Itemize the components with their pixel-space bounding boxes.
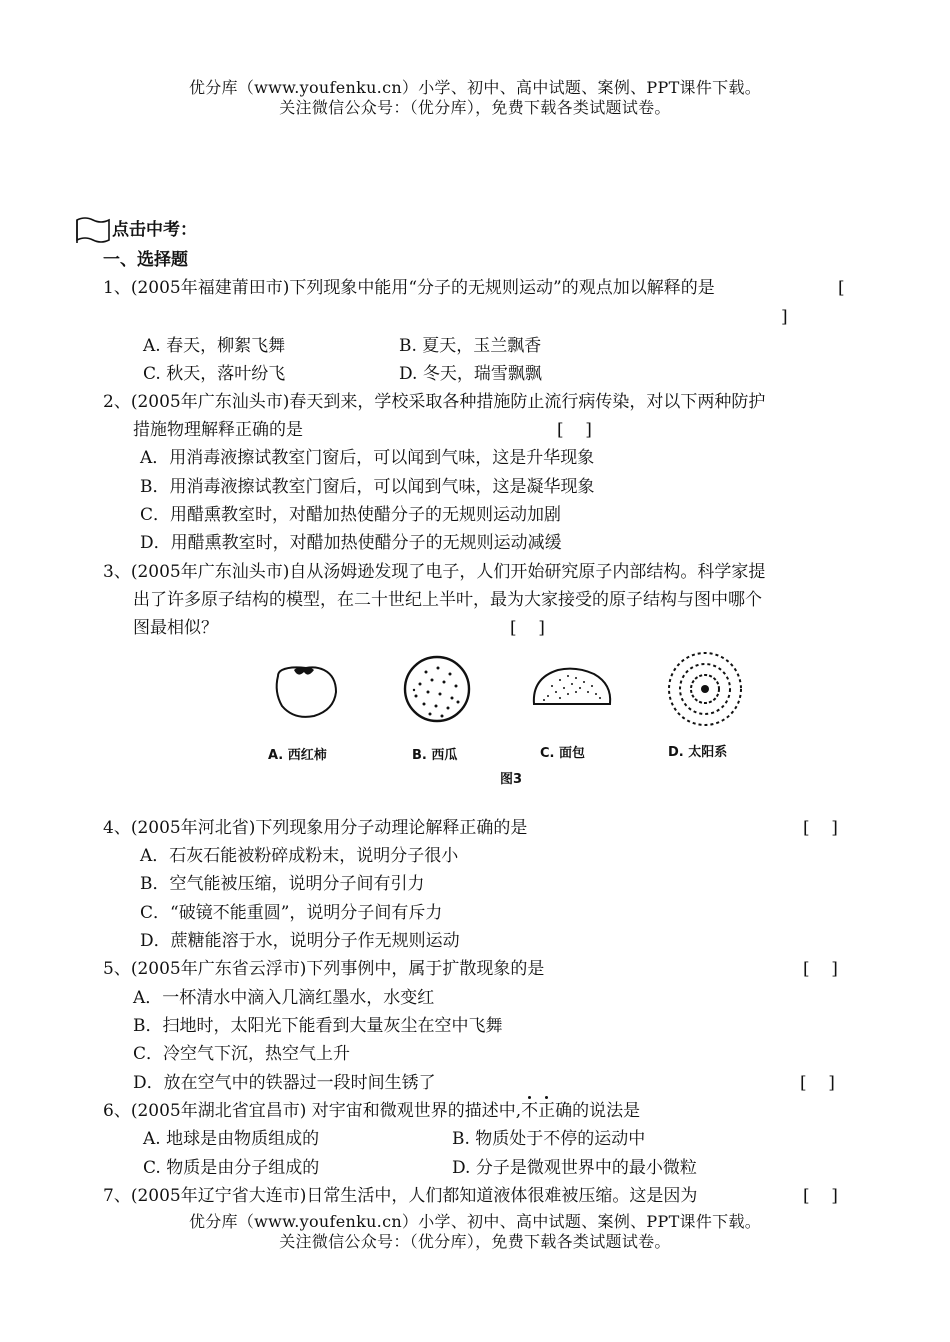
footer-line-1: 优分库（www.youfenku.cn）小学、初中、高中试题、案例、PPT课件下载。 — [188, 1212, 762, 1231]
q3-bracket: [ ] — [510, 618, 545, 638]
q4-option-b: B．空气能被压缩，说明分子间有引力 — [140, 874, 425, 894]
q6-option-d: D. 分子是微观世界中的最小微粒 — [452, 1158, 697, 1178]
q4-stem: 4、(2005年河北省)下列现象用分子动理论解释正确的是 — [103, 818, 528, 838]
q5-bracket-2: [ ] — [800, 1073, 835, 1093]
q2-bracket: [ ] — [557, 420, 592, 440]
q3-stem-line-3: 图最相似？ — [133, 618, 218, 638]
q2-option-b: B．用消毒液擦试教室门窗后，可以闻到气味，这是凝华现象 — [140, 477, 595, 497]
footer-line-2: 关注微信公众号：（优分库），免费下载各类试题试卷。 — [279, 1232, 671, 1251]
q5-option-a: A．一杯清水中滴入几滴红墨水，水变红 — [133, 988, 435, 1008]
q5-option-b: B．扫地时，太阳光下能看到大量灰尘在空中飞舞 — [133, 1016, 503, 1036]
q2-stem-line-1: 2、(2005年广东汕头市)春天到来，学校采取各种措施防止流行病传染，对以下两种防护 — [103, 392, 766, 412]
q1-option-c: C. 秋天，落叶纷飞 — [143, 364, 286, 384]
q4-option-a: A．石灰石能被粉碎成粉末，说明分子很小 — [140, 846, 459, 866]
q6-emphasis-2: 正 — [538, 1101, 556, 1121]
watermelon-model-figure — [400, 654, 474, 724]
q6-option-a: A. 地球是由物质组成的 — [143, 1129, 320, 1149]
figure-caption: 图3 — [500, 772, 523, 787]
q2-option-a: A．用消毒液擦试教室门窗后，可以闻到气味，这是升华现象 — [140, 448, 595, 468]
q4-bracket: [ ] — [803, 818, 838, 838]
q2-stem-line-2: 措施物理解释正确的是 — [133, 420, 303, 440]
q1-option-b: B. 夏天，玉兰飘香 — [399, 336, 542, 356]
q4-option-c: C．“破镜不能重圆”，说明分子间有斥力 — [140, 903, 443, 923]
section-subtitle: 一、选择题 — [103, 250, 188, 270]
tomato-model-figure — [268, 662, 342, 722]
q2-option-c: C．用醋熏教室时，对醋加热使醋分子的无规则运动加剧 — [140, 505, 562, 525]
q7-bracket: [ ] — [803, 1186, 838, 1206]
q1-option-a: A. 春天，柳絮飞舞 — [143, 336, 286, 356]
figure-label-c: C. 面包 — [540, 746, 586, 761]
q6-option-c: C. 物质是由分子组成的 — [143, 1158, 320, 1178]
bread-model-figure — [530, 664, 614, 712]
q6-stem-after: 确的说法是 — [555, 1101, 641, 1121]
q2-option-d: D．用醋熏教室时，对醋加热使醋分子的无规则运动减缓 — [140, 533, 562, 553]
figure-label-a: A. 西红柿 — [268, 748, 327, 763]
q3-stem-line-1: 3、(2005年广东汕头市)自从汤姆逊发现了电子，人们开始研究原子内部结构。科学家提 — [103, 562, 766, 582]
flag-icon — [76, 216, 110, 244]
q5-bracket: [ ] — [803, 959, 838, 979]
q4-option-d: D．蔗糖能溶于水，说明分子作无规则运动 — [140, 931, 460, 951]
q1-bracket-close: ] — [781, 307, 788, 327]
figure-label-b: B. 西瓜 — [412, 748, 458, 763]
q1-option-d: D. 冬天，瑞雪飘飘 — [399, 364, 542, 384]
header-line-1: 优分库（www.youfenku.cn）小学、初中、高中试题、案例、PPT课件下载。 — [188, 78, 762, 97]
q6-stem — [103, 1099, 640, 1123]
figure-label-d: D. 太阳系 — [668, 745, 728, 760]
solar-system-model-figure — [660, 650, 750, 728]
q6-option-b: B. 物质处于不停的运动中 — [452, 1129, 646, 1149]
q6-emphasis-1: 不 — [521, 1101, 539, 1121]
q7-stem: 7、(2005年辽宁省大连市)日常生活中，人们都知道液体很难被压缩。这是因为 — [103, 1186, 698, 1206]
section-title: 点击中考： — [112, 220, 197, 240]
q5-option-d: D．放在空气中的铁器过一段时间生锈了 — [133, 1073, 436, 1093]
q5-option-c: C．冷空气下沉，热空气上升 — [133, 1044, 351, 1064]
q1-bracket-open: [ — [838, 278, 845, 298]
q3-stem-line-2: 出了许多原子结构的模型，在二十世纪上半叶，最为大家接受的原子结构与图中哪个 — [133, 590, 762, 610]
q6-stem-before: 6、(2005年湖北省宜昌市) 对宇宙和微观世界的描述中, — [103, 1101, 522, 1121]
q5-stem: 5、(2005年广东省云浮市)下列事例中，属于扩散现象的是 — [103, 959, 545, 979]
header-line-2: 关注微信公众号：（优分库），免费下载各类试题试卷。 — [279, 98, 671, 117]
q1-stem: 1、(2005年福建莆田市)下列现象中能用“分子的无规则运动”的观点加以解释的是 — [103, 278, 715, 298]
